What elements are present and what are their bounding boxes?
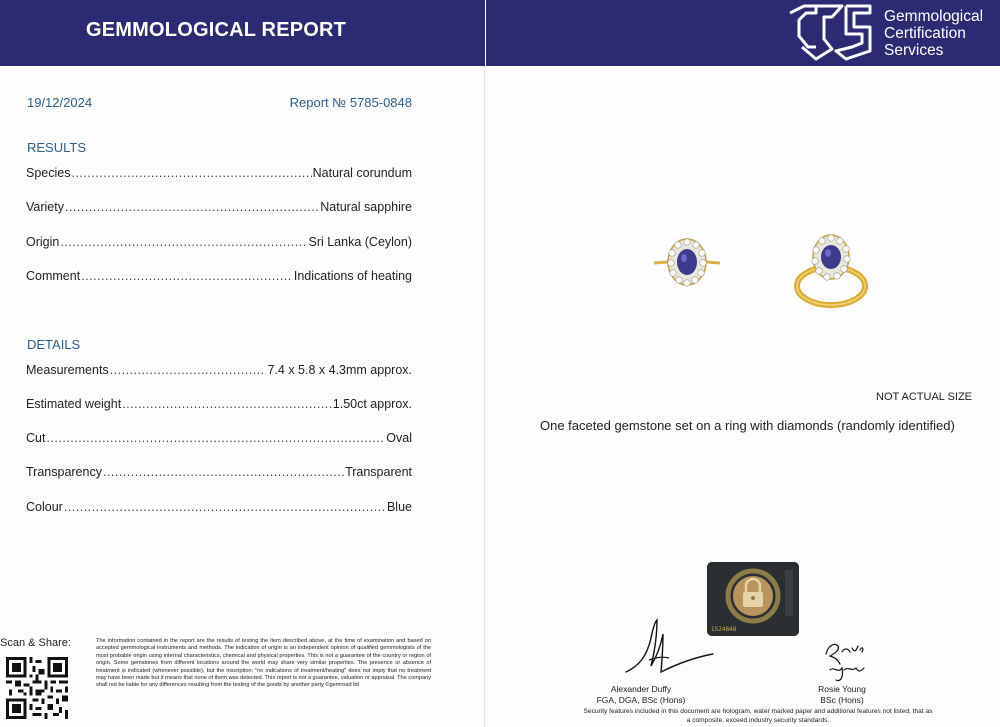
brand-line: Services xyxy=(884,42,944,59)
header-band xyxy=(0,0,485,66)
qr-code-icon[interactable] xyxy=(6,657,68,719)
result-row-origin xyxy=(26,235,412,249)
disclaimer-text: The information contained in the report are the results of testing the item described above, at the time of examination and based on accepted gemmological instruments and methods. The indication of origin is an independent opinion of qualified gemmologists of the most probable origin using internal characteristics, chemical and physical properties. This is not a guarantee of the country or region of origin. Some gemstones from different locations around the world may share very similar properties. The presence or absence of treatment is indicated (whenever possible), but the inscription: "no indications of treatment/heating" does not imply that no treatment may have been made but it means that none of them was detected. This report is not a guarantee, valuation or appraisal. The company shall not be liable for any differences resulting from the testing of the goods by another party ©gemroad ltd xyxy=(96,638,431,689)
signature-young xyxy=(820,638,870,684)
detail-row-colour xyxy=(26,500,412,514)
row-label: Colour xyxy=(26,500,63,514)
report-right-page xyxy=(486,0,1000,727)
row-label: Origin xyxy=(26,235,60,249)
ring-top-view-photo xyxy=(652,233,722,291)
security-features-note: Security features included in this document are hologram, water marked paper and additional features not listed, that as a composite, exceed industry security standards. xyxy=(583,708,933,724)
signatory-credentials: FGA, DGA, BSc (Hons) xyxy=(596,694,686,705)
signatory-name: Alexander Duffy xyxy=(610,684,672,694)
row-value: Oval xyxy=(386,431,412,445)
brand-name xyxy=(884,8,983,59)
report-title: GEMMOLOGICAL REPORT xyxy=(86,19,347,41)
row-value: Natural corundum xyxy=(312,166,412,180)
item-description: One faceted gemstone set on a ring with diamonds (randomly identified) xyxy=(540,418,955,433)
row-value: 1.50ct approx. xyxy=(332,397,412,411)
header-band xyxy=(486,0,1000,66)
row-label: Variety xyxy=(26,200,64,214)
report-left-page xyxy=(0,0,485,727)
report-date: 19/12/2024 xyxy=(27,95,93,110)
row-value: 7.4 x 5.8 x 4.3mm approx. xyxy=(267,363,412,377)
report-number: Report № 5785-0848 xyxy=(289,95,412,110)
scan-share-label: Scan & Share: xyxy=(0,637,71,649)
signatory-duffy xyxy=(586,684,696,705)
hologram-serial: 1524848 xyxy=(711,626,737,633)
signatory-name: Rosie Young xyxy=(818,684,866,694)
signature-duffy xyxy=(621,616,717,682)
signatory-young xyxy=(802,684,882,705)
brand-line: Gemmological xyxy=(884,8,984,25)
row-label: Transparency xyxy=(26,465,102,479)
row-value: Sri Lanka (Ceylon) xyxy=(308,235,412,249)
row-label: Estimated weight xyxy=(26,397,122,411)
detail-row-weight xyxy=(26,397,412,411)
detail-row-cut xyxy=(26,431,412,445)
result-row-variety xyxy=(26,200,412,214)
result-row-species xyxy=(26,166,412,180)
brand-line: Certification xyxy=(884,25,966,42)
ring-angled-view-photo xyxy=(791,232,873,310)
not-actual-size-note: NOT ACTUAL SIZE xyxy=(876,391,972,403)
row-value: Natural sapphire xyxy=(320,200,412,214)
detail-row-measurements xyxy=(26,363,412,377)
padlock-hologram-icon xyxy=(707,562,799,636)
result-row-comment xyxy=(26,269,412,283)
details-heading: DETAILS xyxy=(27,337,81,352)
row-label: Comment xyxy=(26,269,81,283)
signatory-credentials: BSc (Hons) xyxy=(820,694,864,705)
gcs-logo-icon xyxy=(786,3,876,63)
row-value: Blue xyxy=(386,500,412,514)
row-label: Measurements xyxy=(26,363,109,377)
detail-row-transparency xyxy=(26,465,412,479)
row-value: Indications of heating xyxy=(293,269,412,283)
results-heading: RESULTS xyxy=(27,140,86,155)
row-label: Cut xyxy=(26,431,46,445)
row-label: Species xyxy=(26,166,71,180)
row-value: Transparent xyxy=(345,465,412,479)
